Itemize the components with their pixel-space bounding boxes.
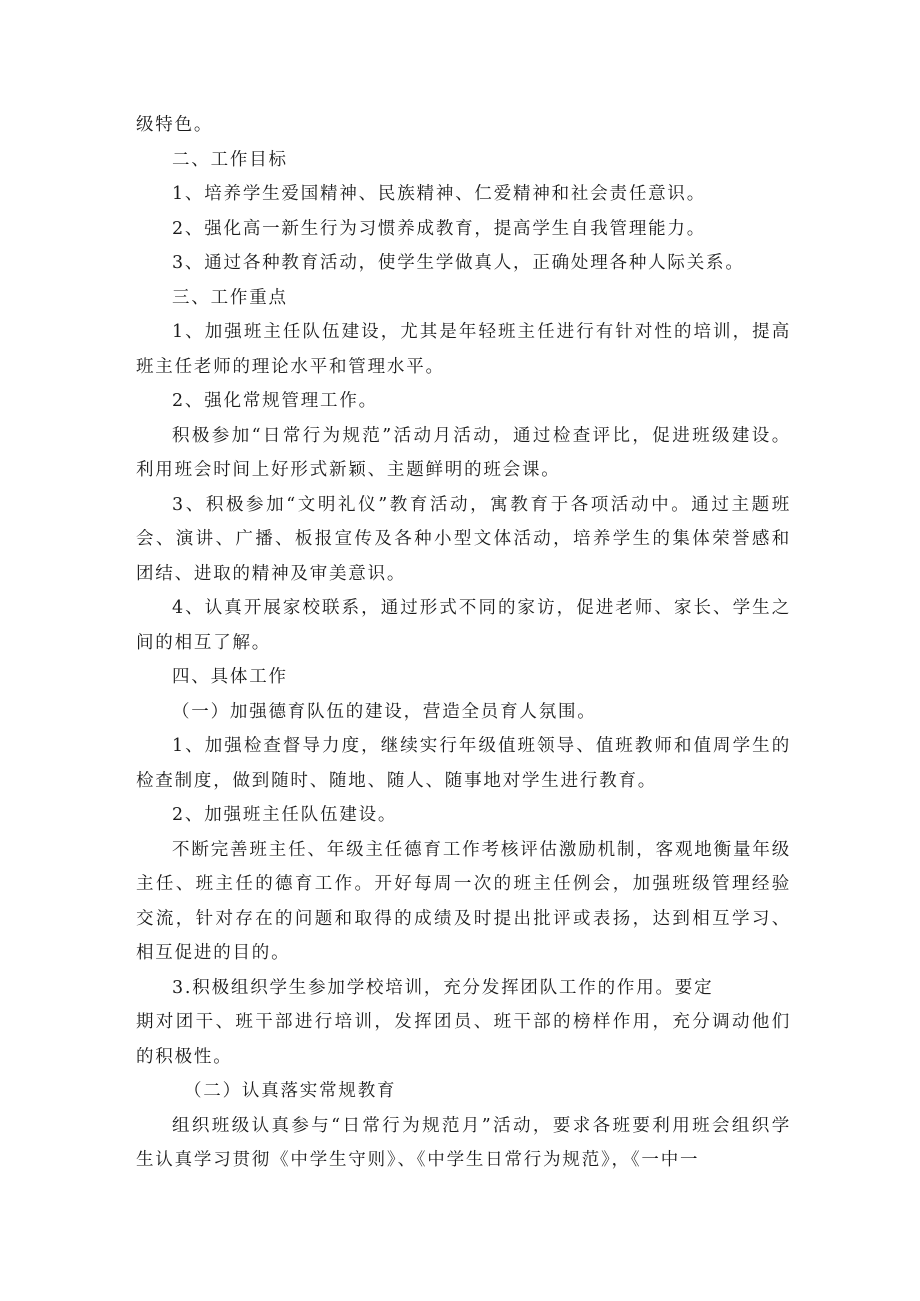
- work-item-2-detail: 不断完善班主任、年级主任德育工作考核评估激励机制，客观地衡量年级主任、班主任的德育工作。开好每周一次的班主任例会，加强班级管理经验交流，针对存在的问题和取得的成绩及时提出批评或表扬，达到相互学习、相互促进的目的。: [136, 839, 791, 963]
- work-item-2: 2、加强班主任队伍建设。: [172, 805, 398, 825]
- work-item-3-continuation: 期对团干、班干部进行培训，发挥团员、班干部的榜样作用，充分调动他们的积极性。: [136, 1012, 791, 1067]
- focus-item-1: 1、加强班主任队伍建设，尤其是年轻班主任进行有针对性的培训，提高班主任老师的理论水平和管理水平。: [136, 322, 791, 377]
- work-item-1: 1、加强检查督导力度，继续实行年级值班领导、值班教师和值周学生的检查制度，做到随时、随地、随人、随事地对学生进行教育。: [136, 736, 791, 791]
- focus-item-2-detail: 积极参加“日常行为规范”活动月活动，通过检查评比，促进班级建设。利用班会时间上好形式新颖、主题鲜明的班会课。: [136, 425, 791, 480]
- heading-work-focus: 三、工作重点: [172, 287, 288, 308]
- work-item-3: 3.积极组织学生参加学校培训，充分发挥团队工作的作用。要定: [172, 977, 714, 998]
- goal-item-3: 3、通过各种教育活动，使学生学做真人，正确处理各种人际关系。: [172, 253, 745, 273]
- focus-item-3: 3、积极参加“文明礼仪”教育活动，寓教育于各项活动中。通过主题班会、演讲、广播、板报宣传及各种小型文体活动，培养学生的集体荣誉感和团结、进取的精神及审美意识。: [136, 494, 791, 584]
- document-body: [136, 108, 791, 1178]
- goal-item-1: 1、培养学生爱国精神、民族精神、仁爱精神和社会责任意识。: [172, 184, 707, 204]
- subheading-team-building: （一）加强德育队伍的建设，营造全员育人氛围。: [172, 701, 597, 722]
- heading-work-goals: 二、工作目标: [172, 149, 288, 170]
- subheading-routine-education: （二）认真落实常规教育: [184, 1081, 397, 1101]
- routine-education-detail: 组织班级认真参与“日常行为规范月”活动，要求各班要利用班会组织学生认真学习贯彻《中学生守则》、《中学生日常行为规范》，《一中一: [136, 1115, 791, 1170]
- goal-item-2: 2、强化高一新生行为习惯养成教育，提高学生自我管理能力。: [172, 218, 707, 239]
- paragraph-continuation: 级特色。: [136, 115, 214, 135]
- focus-item-2: 2、强化常规管理工作。: [172, 391, 378, 411]
- focus-item-4: 4、认真开展家校联系，通过形式不同的家访，促进老师、家长、学生之间的相互了解。: [136, 598, 791, 653]
- heading-specific-work: 四、具体工作: [172, 667, 288, 687]
